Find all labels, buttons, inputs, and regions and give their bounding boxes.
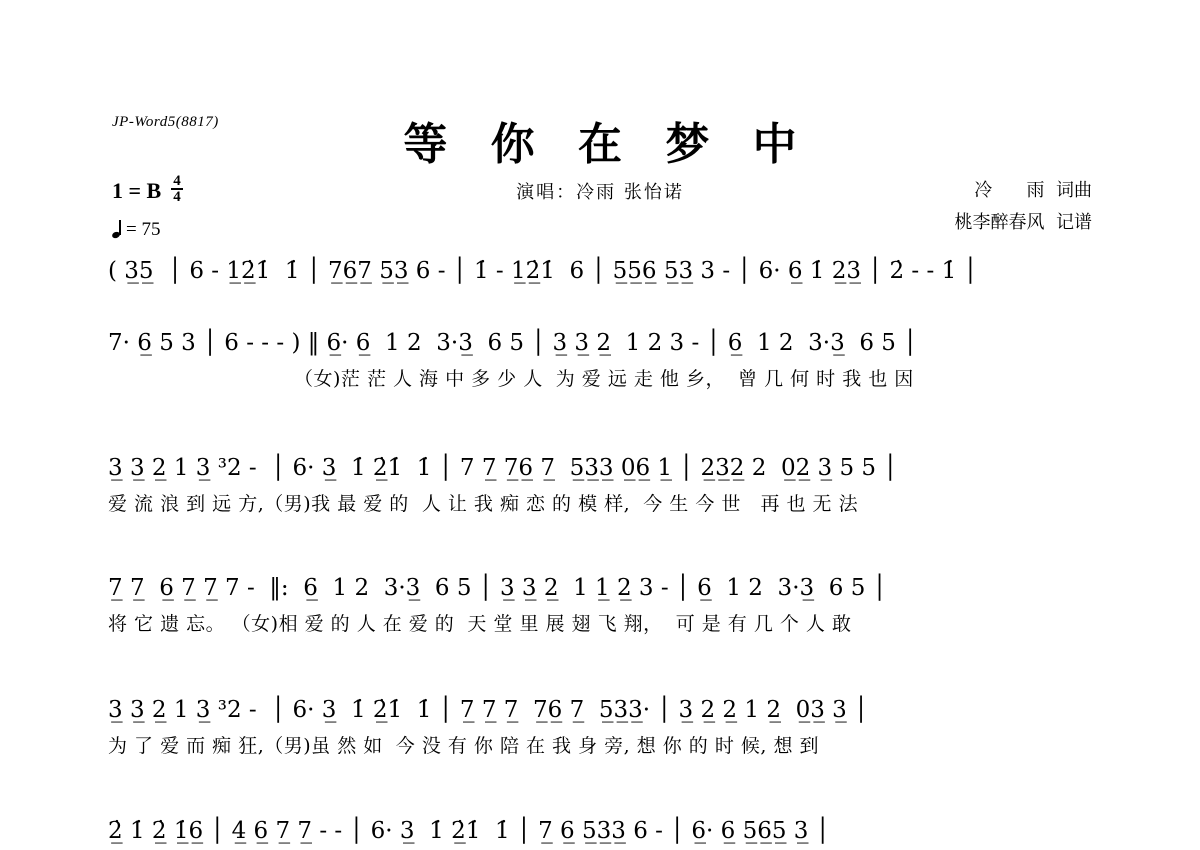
- page-title: 等 你 在 梦 中: [403, 119, 811, 170]
- score-system: [108, 330, 1092, 391]
- credit-transcriber: 桃李醉春风 记谱: [954, 212, 1092, 233]
- singer-line: 演唱：冷雨 张怡诺: [516, 182, 684, 203]
- score-system: [108, 575, 1092, 636]
- tempo-value: = 75: [126, 218, 161, 240]
- time-signature: [171, 174, 183, 205]
- score-system: [108, 455, 1092, 516]
- score-system: [108, 818, 1092, 844]
- document-code: JP-Word5(8817): [112, 114, 219, 130]
- key-label: 1 = B: [112, 178, 162, 204]
- lyrics-line: （女)茫 茫 人 海 中 多 少 人 为 爱 远 走 他 乡， 曾 几 何 时 我 也 因: [294, 368, 914, 391]
- key-tempo-block: [112, 173, 183, 241]
- credit-lyricist-composer: 冷 雨 词曲: [974, 180, 1092, 201]
- lyrics-line: 将 它 遗 忘。 （女)相 爱 的 人 在 爱 的 天 堂 里 展 翅 飞 翔， 可 是 有 几 个 人 敢: [108, 613, 852, 636]
- score-system: [108, 697, 1092, 758]
- quarter-note-icon: [112, 220, 123, 240]
- notation-line: 7̲ 7̲ 6̲ 7̲ 7̲ 7 - ‖: 6̲ 1 2 3·3̲ 6 5 │ 3̲ 3̲ 2̲ 1 1̲ 2̲ 3 - │ 6̲ 1 2 3·3̲ 6 5 │: [108, 575, 887, 601]
- lyrics-line: 爱 流 浪 到 远 方,（男)我 最 爱 的 人 让 我 痴 恋 的 模 样, 今 生 今 世 再 也 无 法: [108, 493, 859, 516]
- notation-line: 2̲̇ 1̇ 2̲̇ 1̲̇6̲ │ 4̲ 6̲ 7̲ 7̲ - - │ 6· 3̲ 1̇ 2̲̇1̇ 1̇ │ 7̲ 6̲ 5̲3̲3̲ 6 - │ 6̲· 6̲ 5̲6̲5̲ 3̲ │: [108, 818, 830, 844]
- tempo-marking: [112, 219, 183, 241]
- notation-line: 3̲ 3̲ 2̲ 1 3̲ ³2 - │ 6· 3̲ 1̇ 2̲̇1̇ 1̇ │ 7 7̲ 7̲6̲ 7̲ 5̲3̲3̲ 0̲6̲ 1̲ │ 2̲3̲2̲ 2 0̲2̲ 3̲ 5 5 │: [108, 455, 898, 481]
- notation-line: 7· 6̲ 5 3 │ 6 - - - ) ‖ 6̲· 6̲ 1 2 3·3̲ 6 5 │ 3̲ 3̲ 2̲ 1 2 3 - │ 6̲ 1 2 3·3̲ 6 5 │: [108, 330, 918, 356]
- time-signature-numerator: 4: [173, 173, 181, 189]
- time-signature-denominator: 4: [173, 189, 181, 206]
- lyrics-line: 为 了 爱 而 痴 狂,（男)虽 然 如 今 没 有 你 陪 在 我 身 旁, 想 你 的 时 候, 想 到: [108, 735, 819, 758]
- key-signature: [112, 173, 183, 207]
- score-system: [108, 258, 1092, 284]
- notation-line: ( 3̲5̲ │ 6 - 1̲2̲̇1̇ 1̇ │ 7̲6̲7̲ 5̲3̲ 6 - │ 1̇ - 1̲2̲̇1̇ 6 │ 5̲5̲6̲ 5̲3̲ 3 - │ 6· 6̲ 1̇ 2̲3̲ │ 2̇ - - 1̇ │: [108, 258, 978, 284]
- notation-line: 3̲ 3̲ 2̲ 1 3̲ ³2 - │ 6· 3̲ 1̇ 2̲̇1̇ 1̇ │ 7̲ 7̲ 7̲ 7̲6̲ 7̲ 5̲3̲3̲· │ 3̲ 2̲ 2̲ 1 2̲ 0̲3̲ 3̲ │: [108, 697, 868, 723]
